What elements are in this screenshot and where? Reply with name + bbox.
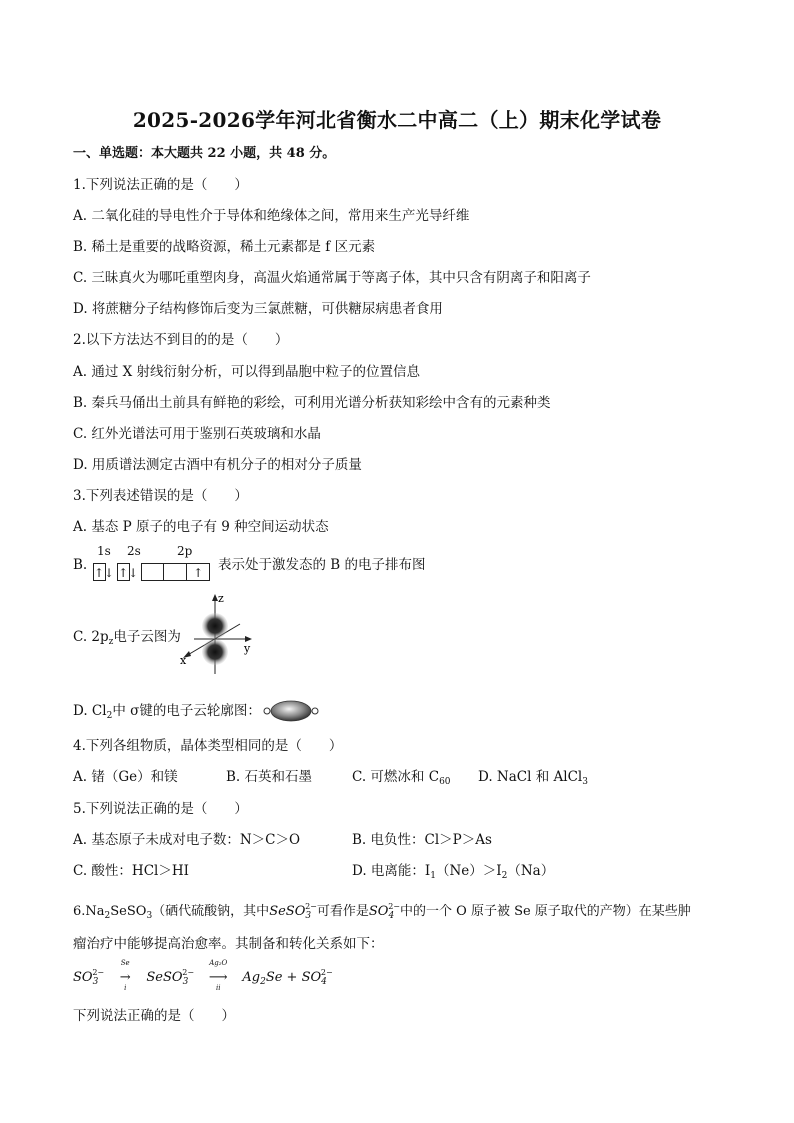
q5-option-d-s1: 1 bbox=[430, 871, 436, 881]
q1-option-c: C. 三昧真火为哪吒重塑肉身，高温火焰通常属于等离子体，其中只含有阴离子和阳离子 bbox=[73, 270, 591, 286]
q5-option-d bbox=[352, 862, 554, 885]
orbital-box-1s: ↑↓ bbox=[93, 563, 106, 581]
q3-option-c-prefix: C. 2p bbox=[73, 629, 109, 645]
q2-option-c: C. 红外光谱法可用于鉴别石英玻璃和水晶 bbox=[73, 426, 321, 442]
r-so4-sub: 4 bbox=[321, 977, 327, 987]
q6-t4: 可看作是 bbox=[316, 904, 369, 919]
q5-option-c: C. 酸性：HCl＞HI bbox=[73, 863, 189, 879]
arrow2-reagent: Ag₂O bbox=[209, 959, 228, 967]
q1-option-b: B. 稀土是重要的战略资源，稀土元素都是 f 区元素 bbox=[73, 239, 376, 255]
r-so3: SO bbox=[73, 970, 93, 985]
q3-option-c-sub: z bbox=[108, 637, 114, 647]
q3-option-d-text: 中 σ键的电子云轮廓图： bbox=[112, 703, 261, 719]
q5-option-b: B. 电负性：Cl＞P＞As bbox=[352, 832, 492, 848]
exam-title: 2025-2026学年河北省衡水二中高二（上）期末化学试卷 bbox=[132, 108, 662, 132]
q6-m1-sup: 2− bbox=[305, 902, 317, 911]
q4-option-d-text: D. NaCl 和 AlCl bbox=[478, 769, 583, 785]
q1-option-d: D. 将蔗糖分子结构修饰后变为三氯蔗糖，可供糖尿病患者食用 bbox=[73, 301, 443, 317]
r-seso3: SeSO bbox=[146, 970, 183, 985]
q4-option-b: B. 石英和石墨 bbox=[226, 769, 313, 785]
q6-t2: SeSO bbox=[110, 904, 147, 919]
q3-option-c-text: 电子云图为 bbox=[113, 629, 181, 645]
q3-stem: 3.下列表述错误的是（ ） bbox=[73, 488, 248, 504]
q5-stem: 5.下列说法正确的是（ ） bbox=[73, 801, 248, 817]
q2-option-b: B. 秦兵马俑出土前具有鲜艳的彩绘，可利用光谱分析获知彩绘中含有的元素种类 bbox=[73, 395, 551, 411]
q6-m1: SeSO bbox=[269, 904, 306, 919]
q5-option-d-t1: D. 电离能：I bbox=[352, 863, 431, 879]
q1-stem: 1.下列说法正确的是（ ） bbox=[73, 177, 248, 193]
q3-option-b-text: 表示处于激发态的 B 的电子排布图 bbox=[218, 557, 426, 573]
q6-m2-sup: 2− bbox=[388, 902, 401, 911]
q6-stem-line2: 瘤治疗中能够提高治愈率。其制备和转化关系如下： bbox=[73, 936, 384, 952]
r-so3-sub: 3 bbox=[92, 977, 99, 987]
arrow1-reagent: Se bbox=[120, 959, 130, 967]
q6-stem-line1 bbox=[73, 898, 691, 925]
q4-option-c-text: C. 可燃冰和 C bbox=[352, 769, 440, 785]
q6-s1: 2 bbox=[104, 911, 111, 921]
q6-question: 下列说法正确的是（ ） bbox=[73, 1008, 235, 1024]
reaction-arrow-2: ⟶ Ag₂O ii bbox=[202, 970, 234, 985]
q5-option-d-s2: 2 bbox=[501, 871, 508, 881]
r-seso3-sub: 3 bbox=[182, 977, 189, 987]
r-seso3-sup: 2− bbox=[182, 968, 195, 977]
q1-option-a: A. 二氧化硅的导电性介于导体和绝缘体之间，常用来生产光导纤维 bbox=[73, 208, 470, 224]
arrow2-step: ii bbox=[215, 984, 221, 992]
q6-t5: 中的一个 O 原子被 Se 原子取代的产物）在某些肿 bbox=[400, 904, 691, 919]
q6-t3: （硒代硫酸钠，其中 bbox=[152, 904, 270, 919]
q3-option-c-text-line bbox=[73, 628, 181, 651]
q6-m2: SO bbox=[368, 904, 389, 919]
q2-option-a: A. 通过 X 射线衍射分析，可以得到晶胞中粒子的位置信息 bbox=[73, 364, 421, 380]
q3-option-d-prefix: D. Cl bbox=[73, 703, 107, 719]
axis-label-y: y bbox=[244, 642, 251, 655]
electron-cloud-diagram bbox=[178, 592, 258, 676]
orbital-box-2pz: ↑ bbox=[187, 563, 210, 581]
reaction-arrow-1: → Se i bbox=[112, 970, 138, 985]
orbital-box-2px bbox=[141, 563, 164, 581]
r-ag-sub: 2 bbox=[260, 977, 266, 987]
axis-label-x: x bbox=[180, 654, 187, 667]
q4-option-c-sub: 60 bbox=[439, 777, 451, 787]
q6-t1: 6.Na bbox=[73, 904, 105, 919]
q4-option-a: A. 锗（Ge）和镁 bbox=[73, 769, 178, 785]
q6-m2-sub: 4 bbox=[388, 911, 395, 921]
q3-option-a: A. 基态 P 原子的电子有 9 种空间运动状态 bbox=[73, 519, 329, 535]
r-ag: Ag bbox=[242, 970, 261, 985]
orbital-label-2s: 2s bbox=[127, 544, 141, 558]
q2-stem: 2.以下方法达不到目的的是（ ） bbox=[73, 332, 289, 348]
q6-reaction-scheme bbox=[73, 959, 333, 992]
orbital-diagram bbox=[93, 561, 210, 581]
orbital-box-2py bbox=[164, 563, 187, 581]
orbital-label-1s: 1s bbox=[97, 544, 111, 558]
q4-stem: 4.下列各组物质，晶体类型相同的是（ ） bbox=[73, 738, 343, 754]
r-se-so4: Se + SO bbox=[265, 970, 322, 985]
q5-option-a: A. 基态原子未成对电子数：N＞C＞O bbox=[73, 832, 301, 848]
q4-option-d bbox=[478, 768, 588, 791]
orbital-box-2s: ↑↓ bbox=[117, 563, 130, 581]
q4-option-c bbox=[352, 768, 451, 791]
q3-option-d-sub: 2 bbox=[106, 711, 113, 721]
q3-option-b-prefix: B. bbox=[73, 557, 88, 573]
section-heading: 一、单选题：本大题共 22 小题，共 48 分。 bbox=[73, 146, 336, 161]
r-so4-sup: 2− bbox=[320, 968, 333, 977]
arrow1-step: i bbox=[124, 984, 127, 992]
q5-option-d-t3: （Na） bbox=[507, 863, 555, 879]
r-so3-sup: 2− bbox=[92, 968, 105, 977]
q3-option-d-text-line bbox=[73, 702, 261, 725]
q4-option-d-sub: 3 bbox=[582, 777, 588, 787]
sigma-bond-cloud-diagram bbox=[262, 699, 320, 723]
q5-option-d-t2: （Ne）＞I bbox=[436, 863, 502, 879]
q6-m1-sub: 3 bbox=[305, 911, 312, 921]
orbital-label-2p: 2p bbox=[177, 544, 193, 558]
q6-s2: 3 bbox=[146, 911, 153, 921]
axis-label-z: z bbox=[218, 592, 224, 605]
q2-option-d: D. 用质谱法测定古酒中有机分子的相对分子质量 bbox=[73, 457, 362, 473]
